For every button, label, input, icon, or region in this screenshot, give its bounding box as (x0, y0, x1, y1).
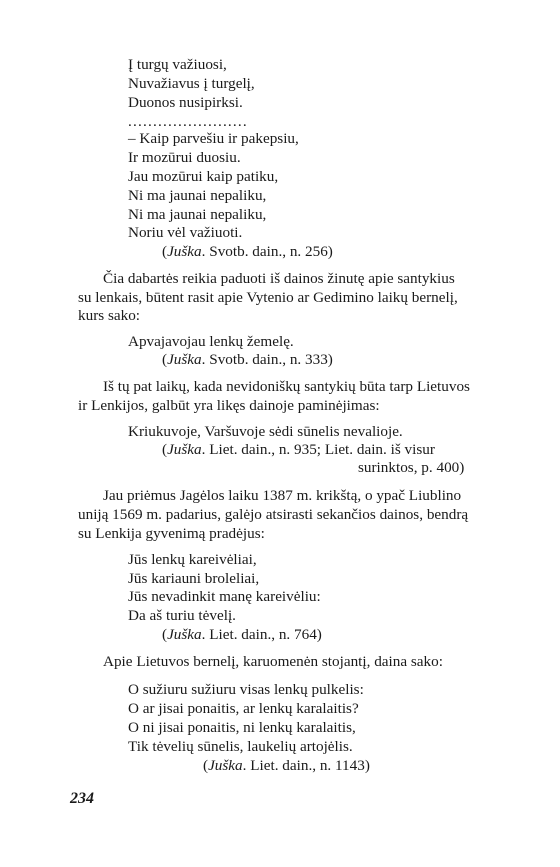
verse-line: O ni jisai ponaitis, ni lenkų karalaitis, (128, 719, 356, 736)
citation: (Juška. Liet. dain., n. 764) (162, 626, 322, 643)
verse-line: Noriu vėl važiuoti. (128, 224, 243, 241)
paragraph-line: su lenkais, būtent rasit apie Vytenio ar Gedimino laikų bernelį, (78, 289, 458, 306)
citation-source: . Liet. dain., n. 935; Liet. dain. iš visur (201, 441, 435, 458)
verse-line: Jūs nevadinkit manę kareivėliu: (128, 588, 321, 605)
citation-author: Juška (167, 626, 202, 643)
verse-line: Apvajavojau lenkų žemelę. (128, 333, 294, 350)
paragraph-line: Apie Lietuvos bernelį, karuomenėn stojantį, daina sako: (103, 653, 443, 670)
verse-line: Jūs kariauni broleliai, (128, 570, 260, 587)
paragraph-line: uniją 1569 m. padarius, galėjo atsirasti sekančios dainos, bendrą (78, 506, 469, 523)
paragraph-line: kurs sako: (78, 307, 141, 324)
verse-line: Jūs lenkų kareivėliai, (128, 551, 257, 568)
citation-author: Juška (167, 243, 202, 260)
verse-line: Ir mozūrui duosiu. (128, 149, 241, 166)
citation: (Juška. Liet. dain., n. 935; Liet. dain. iš visur (162, 441, 435, 458)
ellipsis-line: ........................ (128, 113, 248, 130)
verse-line: Duonos nusipirksi. (128, 94, 243, 111)
verse-line: Ni ma jaunai nepaliku, (128, 187, 267, 204)
verse-line: O ar jisai ponaitis, ar lenkų karalaitis? (128, 700, 359, 717)
citation-source: . Svotb. dain., n. 333) (201, 351, 333, 368)
citation-source: . Liet. dain., n. 1143) (242, 757, 370, 774)
verse-line: Ni ma jaunai nepaliku, (128, 206, 267, 223)
verse-line: Kriukuvoje, Varšuvoje sėdi sūnelis nevalioje. (128, 423, 403, 440)
citation-author: Juška (208, 757, 243, 774)
page-number: 234 (70, 790, 94, 807)
verse-line: Į turgų važiuosi, (128, 56, 227, 73)
citation: (Juška. Svotb. dain., n. 333) (162, 351, 333, 368)
citation: (Juška. Liet. dain., n. 1143) (203, 757, 370, 774)
citation-author: Juška (167, 441, 202, 458)
paragraph-line: Iš tų pat laikų, kada nevidoniškų santykių būta tarp Lietuvos (103, 378, 470, 395)
paragraph-line: Jau priėmus Jagėlos laiku 1387 m. krikštą, o ypač Liublino (103, 487, 462, 504)
citation-author: Juška (167, 351, 202, 368)
paragraph-line: su Lenkija gyvenimą pradėjus: (78, 525, 265, 542)
citation-continuation: surinktos, p. 400) (358, 459, 465, 476)
paragraph-line: Čia dabartės reikia paduoti iš dainos žinutę apie santykius (103, 270, 455, 287)
verse-line: – Kaip parvešiu ir pakepsiu, (128, 130, 299, 147)
citation-source: . Liet. dain., n. 764) (201, 626, 322, 643)
verse-line: O sužiuru sužiuru visas lenkų pulkelis: (128, 681, 364, 698)
verse-line: Jau mozūrui kaip patiku, (128, 168, 279, 185)
verse-line: Nuvažiavus į turgelį, (128, 75, 255, 92)
citation-source: . Svotb. dain., n. 256) (201, 243, 333, 260)
verse-line: Da aš turiu tėvelį. (128, 607, 236, 624)
paragraph-line: ir Lenkijos, galbūt yra likęs dainoje paminėjimas: (78, 397, 380, 414)
citation: (Juška. Svotb. dain., n. 256) (162, 243, 333, 260)
verse-line: Tik tėvelių sūnelis, laukelių artojėlis. (128, 738, 353, 755)
